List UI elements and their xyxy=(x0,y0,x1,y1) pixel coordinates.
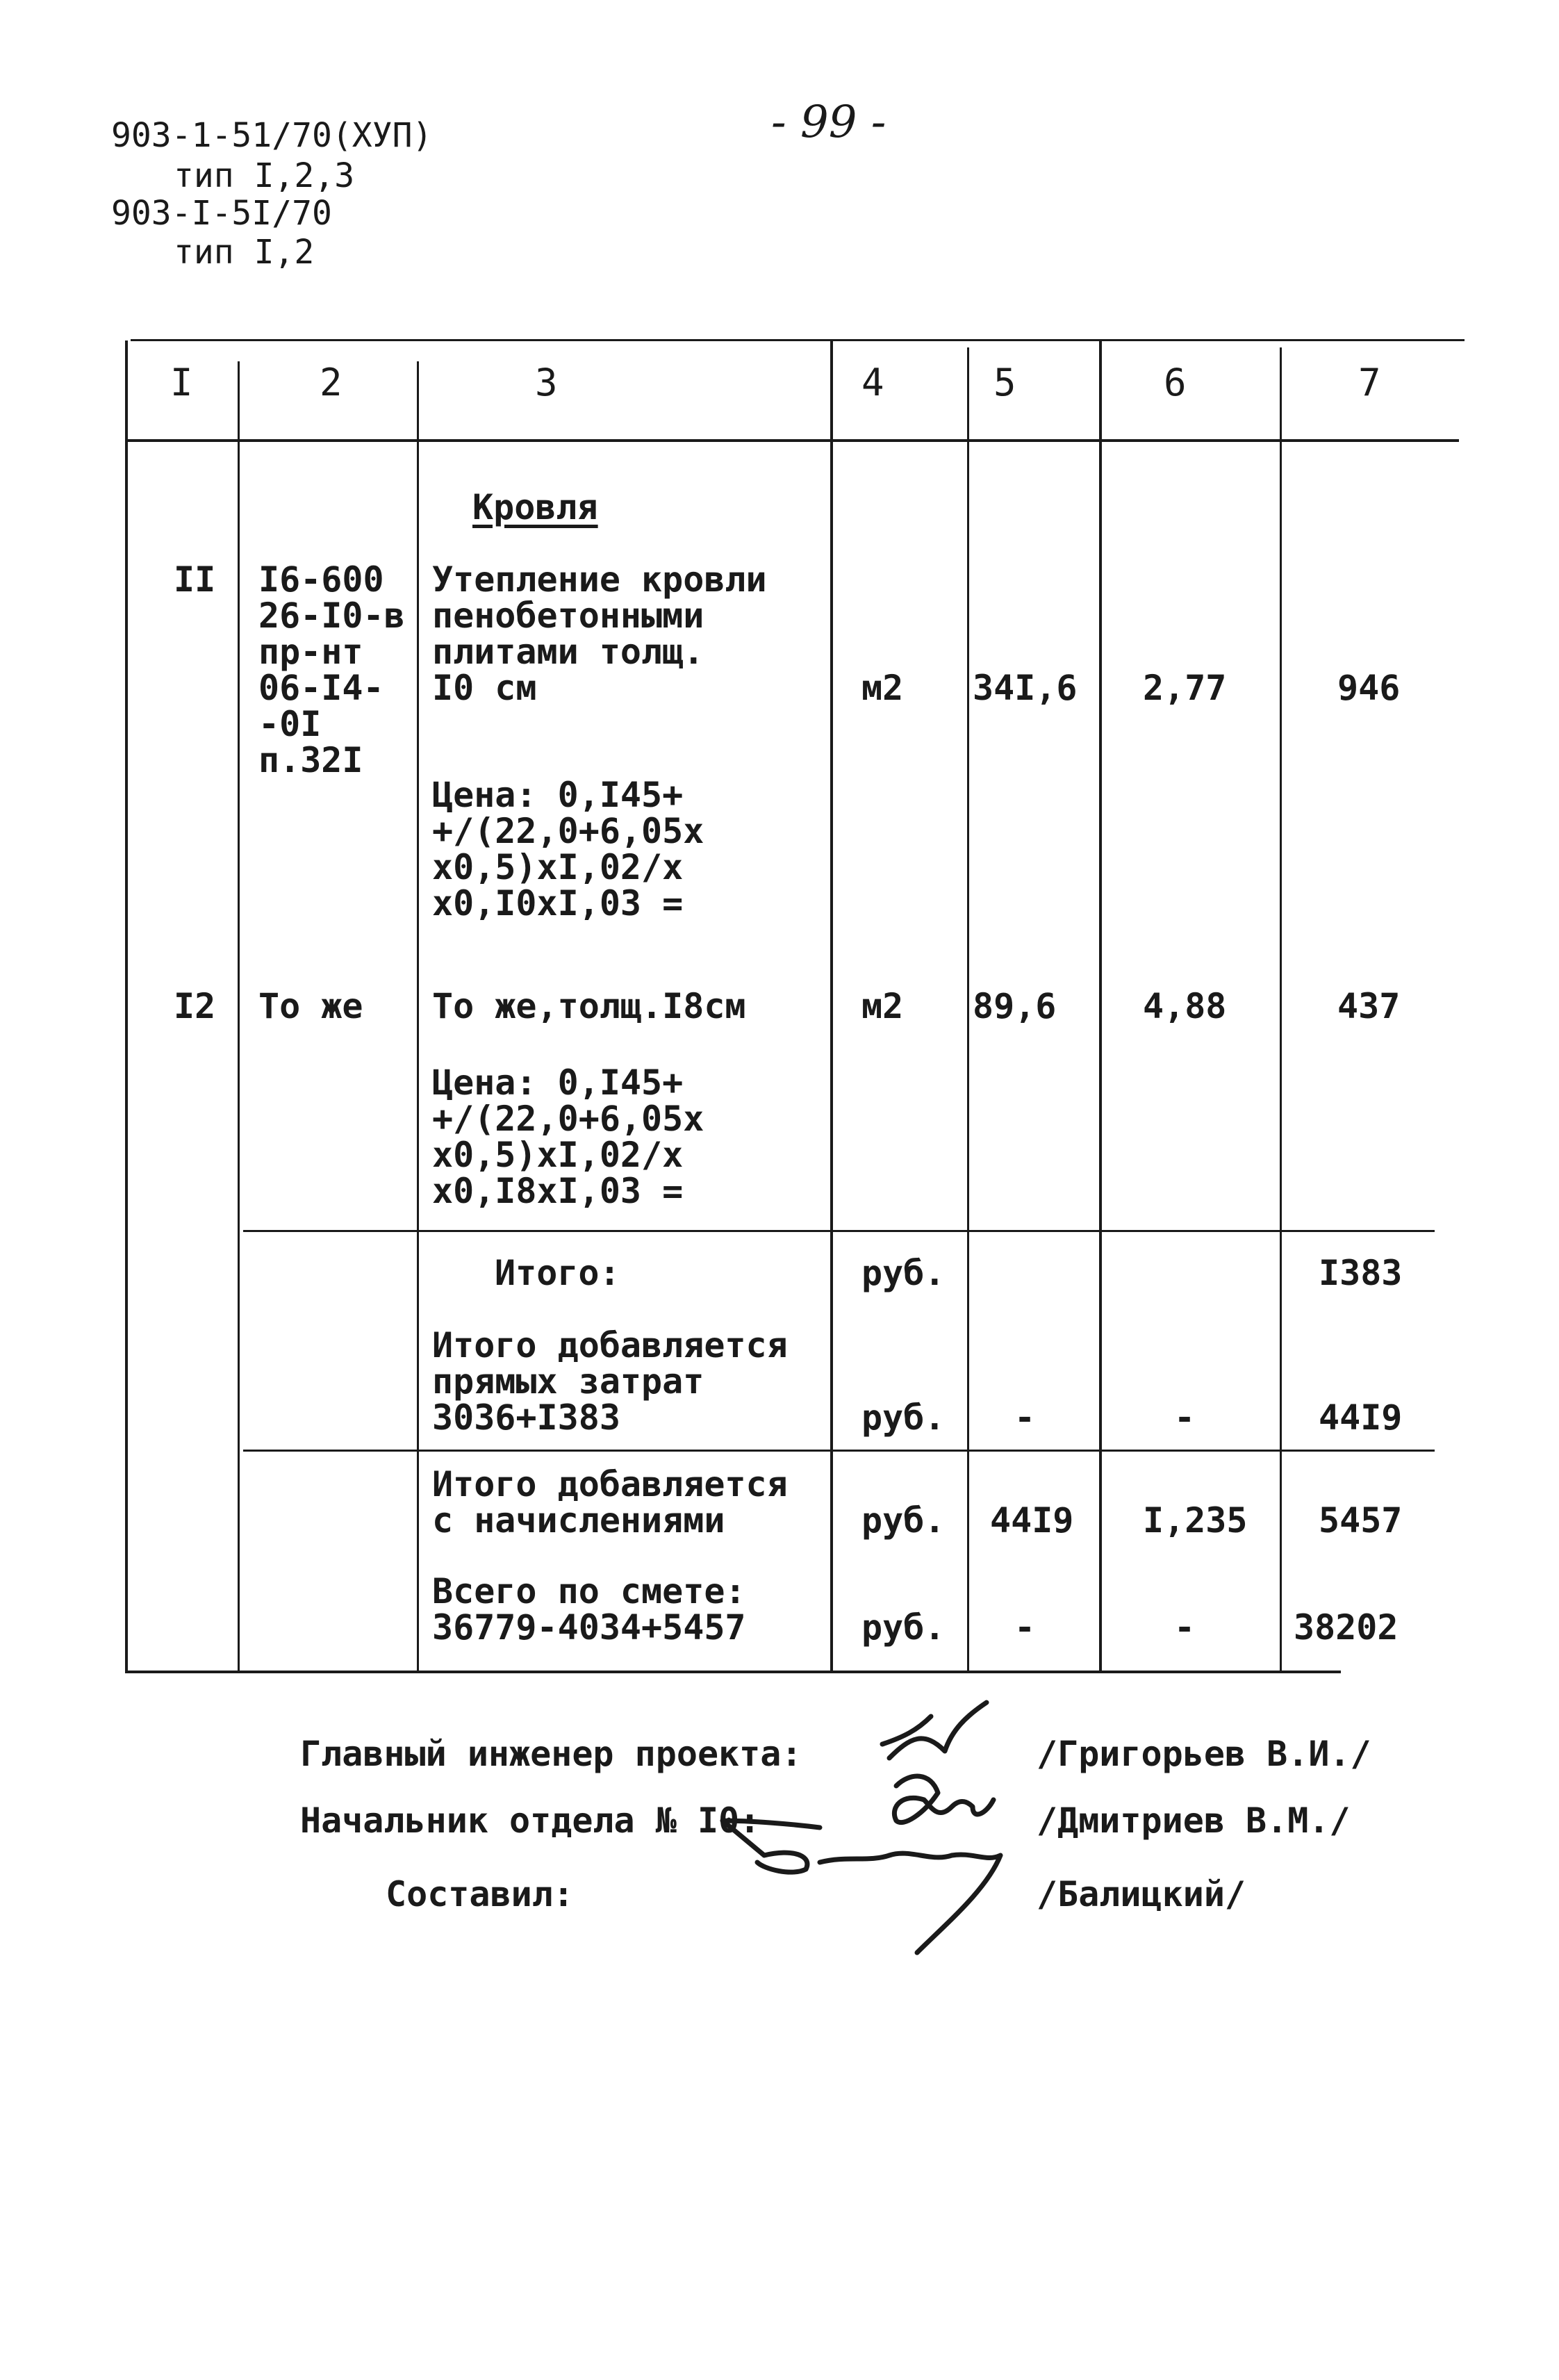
row-number: I2 xyxy=(174,986,216,1026)
row-number: II xyxy=(174,559,216,600)
table-rows-divider xyxy=(243,1230,1435,1232)
signature-name: /Григорьев В.И./ xyxy=(1037,1734,1371,1774)
row-formula-line: x0,5)xI,02/x xyxy=(432,1135,684,1175)
summary-unit-price: I,235 xyxy=(1143,1500,1248,1541)
row-description-line: То же,толщ.I8см xyxy=(432,986,746,1026)
summary-label: Итого: xyxy=(495,1253,620,1293)
row-formula-line: Цена: 0,I45+ xyxy=(432,1062,684,1103)
signature-name: /Дмитриев В.М./ xyxy=(1037,1800,1351,1841)
summary-label: прямых затрат xyxy=(432,1361,704,1402)
row-description-line: плитами толщ. xyxy=(432,632,704,672)
row-formula-line: x0,I0xI,03 = xyxy=(432,883,684,924)
col-header-2: 2 xyxy=(320,361,343,404)
summary-label: Итого добавляется xyxy=(432,1464,788,1504)
row-quantity: 34I,6 xyxy=(973,668,1078,708)
doc-code-line-1: 903-1-51/70(ХУП) xyxy=(111,116,433,155)
summary-label: 3036+I383 xyxy=(432,1397,620,1438)
doc-code-line-2: тип I,2,3 xyxy=(174,156,355,195)
col-header-1: I xyxy=(170,361,193,404)
summary-label: с начислениями xyxy=(432,1500,725,1541)
row-unit: м2 xyxy=(861,986,904,1026)
row-ref-line: I6-600 xyxy=(258,559,384,600)
row-ref-line: -0I xyxy=(258,704,322,744)
col-header-3: 3 xyxy=(535,361,558,404)
signature-role: Составил: xyxy=(386,1874,574,1914)
signature-role: Главный инженер проекта: xyxy=(300,1734,802,1774)
row-total: 437 xyxy=(1337,986,1401,1026)
summary-unit: руб. xyxy=(861,1253,946,1293)
summary-unit-price: - xyxy=(1174,1397,1196,1438)
col-divider-1 xyxy=(238,361,240,1673)
col-header-4: 4 xyxy=(861,361,884,404)
col-header-7: 7 xyxy=(1358,361,1381,404)
doc-code-line-3: 903-I-5I/70 xyxy=(111,194,332,233)
row-unit-price: 4,88 xyxy=(1143,986,1227,1026)
summary-total: I383 xyxy=(1319,1253,1403,1293)
row-ref-line: 26-I0-в xyxy=(258,596,405,636)
summary-label: 36779-4034+5457 xyxy=(432,1607,746,1648)
col-header-5: 5 xyxy=(993,361,1016,404)
summary-unit: руб. xyxy=(861,1607,946,1648)
col-divider-5 xyxy=(1099,340,1102,1673)
page-number: - 99 - xyxy=(771,97,886,148)
col-divider-6 xyxy=(1280,347,1282,1673)
row-ref-line: То же xyxy=(258,986,363,1026)
row-quantity: 89,6 xyxy=(973,986,1057,1026)
row-ref-line: 06-I4- xyxy=(258,668,384,708)
col-divider-4 xyxy=(967,347,969,1673)
row-ref-line: пр-нт xyxy=(258,632,363,672)
row-formula-line: x0,I8xI,03 = xyxy=(432,1171,684,1211)
signature-name: /Балицкий/ xyxy=(1037,1874,1246,1914)
row-description-line: I0 см xyxy=(432,668,537,708)
row-description-line: пенобетонными xyxy=(432,596,704,636)
row-unit-price: 2,77 xyxy=(1143,668,1227,708)
table-bottom-border xyxy=(125,1671,1341,1673)
col-header-6: 6 xyxy=(1164,361,1187,404)
summary-total: 5457 xyxy=(1319,1500,1403,1541)
signature-role: Начальник отдела № I0: xyxy=(300,1800,761,1841)
row-formula-line: Цена: 0,I45+ xyxy=(432,775,684,815)
table-summary-divider xyxy=(243,1450,1435,1452)
doc-code-line-4: тип I,2 xyxy=(174,233,315,272)
row-formula-line: +/(22,0+6,05x xyxy=(432,1099,704,1139)
summary-unit: руб. xyxy=(861,1397,946,1438)
summary-unit: руб. xyxy=(861,1500,946,1541)
table-header-border xyxy=(125,439,1459,442)
summary-label: Всего по смете: xyxy=(432,1571,746,1611)
summary-total: 38202 xyxy=(1294,1607,1399,1648)
section-title: Кровля xyxy=(472,487,598,527)
row-formula-line: x0,5)xI,02/x xyxy=(432,847,684,887)
row-ref-line: п.32I xyxy=(258,740,363,780)
col-divider-2 xyxy=(417,361,419,1673)
summary-quantity: 44I9 xyxy=(990,1500,1074,1541)
summary-quantity: - xyxy=(1014,1397,1036,1438)
summary-unit-price: - xyxy=(1174,1607,1196,1648)
handwritten-signature xyxy=(639,1689,1056,2008)
table-top-border xyxy=(131,339,1465,341)
table-left-border xyxy=(125,340,128,1673)
col-divider-3 xyxy=(830,340,833,1673)
summary-total: 44I9 xyxy=(1319,1397,1403,1438)
row-description-line: Утепление кровли xyxy=(432,559,767,600)
row-unit: м2 xyxy=(861,668,904,708)
summary-quantity: - xyxy=(1014,1607,1036,1648)
summary-label: Итого добавляется xyxy=(432,1325,788,1365)
row-total: 946 xyxy=(1337,668,1401,708)
row-formula-line: +/(22,0+6,05x xyxy=(432,811,704,851)
